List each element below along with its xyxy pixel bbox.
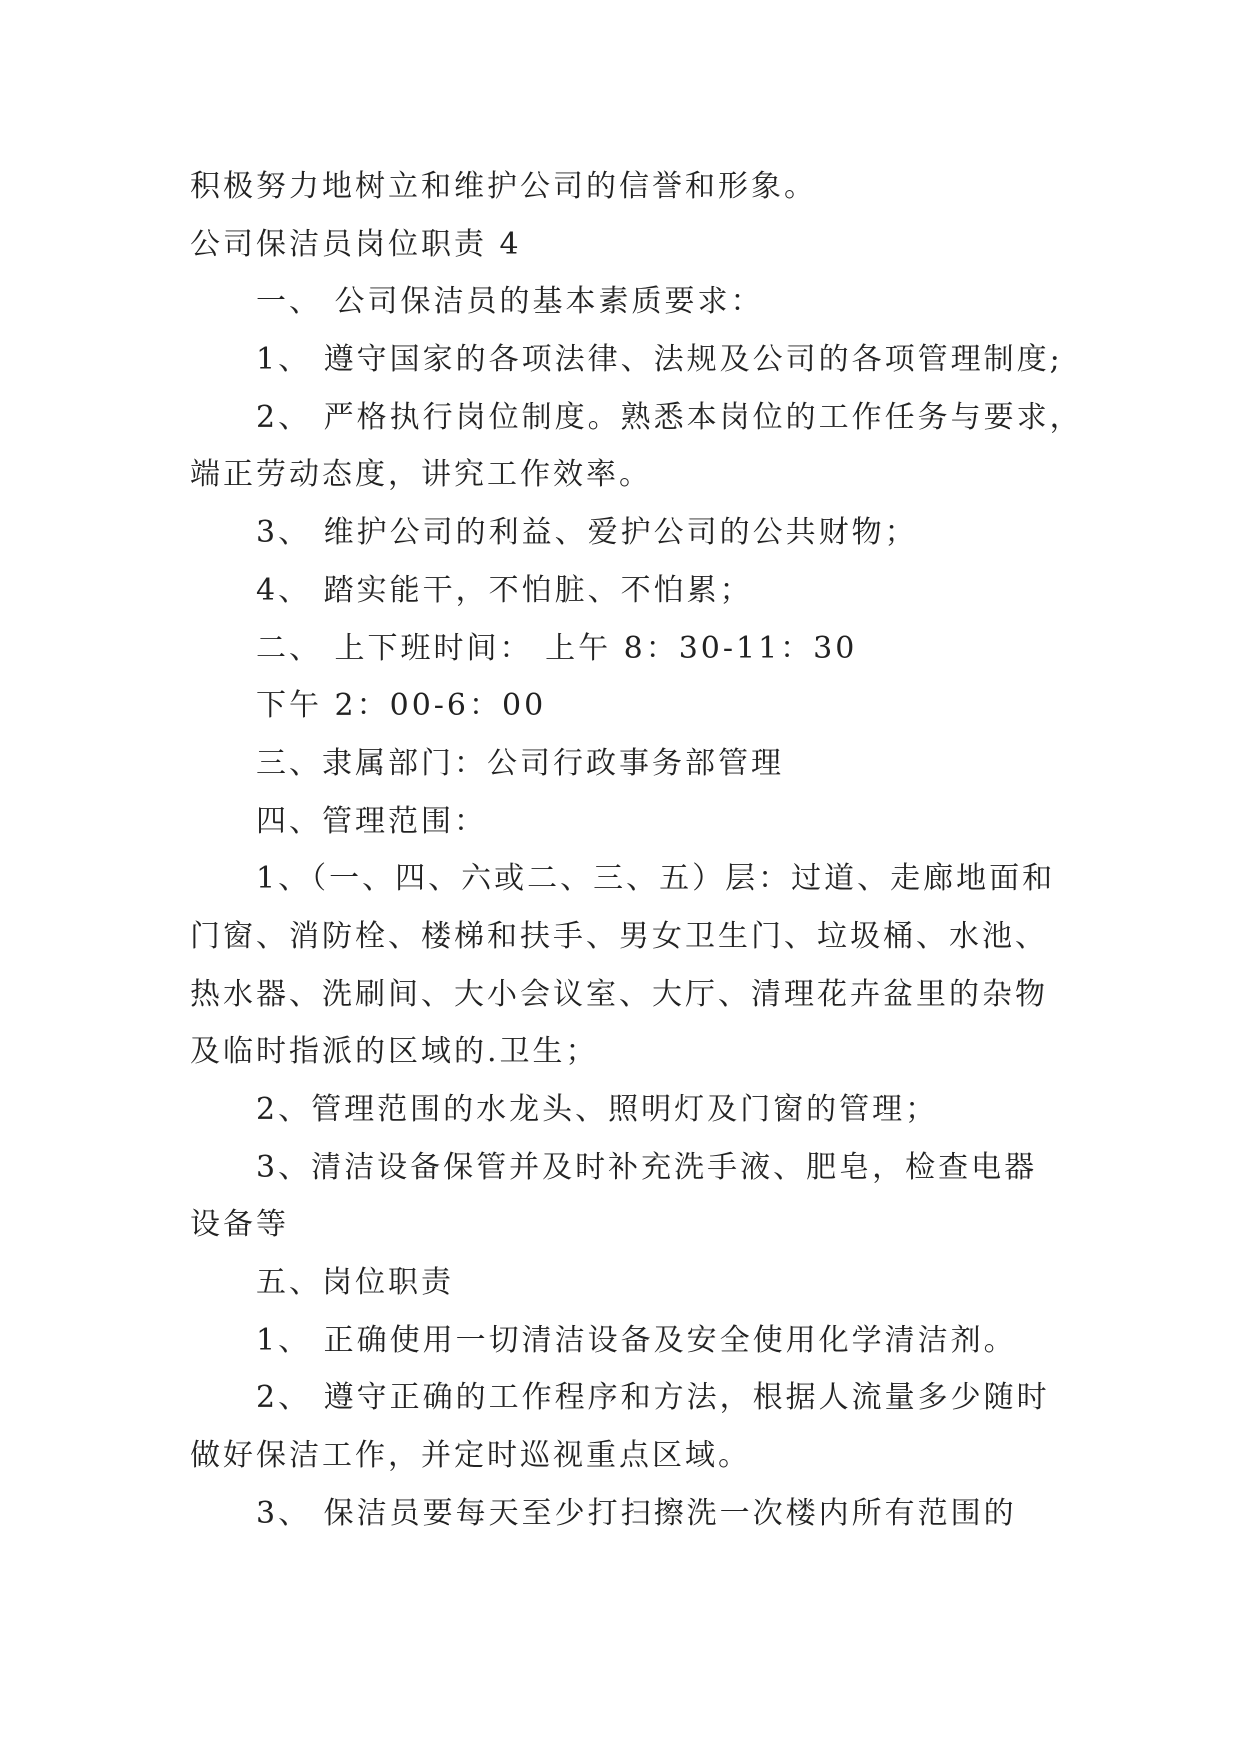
heading-3: 三、隶属部门：公司行政事务部管理: [256, 745, 784, 781]
text-line: 3、清洁设备保管并及时补充洗手液、肥皂，检查电器: [256, 1149, 1038, 1185]
text-line: 2、管理范围的水龙头、照明灯及门窗的管理；: [256, 1092, 939, 1127]
text-line: 做好保洁工作，并定时巡视重点区域。: [190, 1438, 751, 1474]
section-title: 公司保洁员岗位职责 4: [190, 226, 522, 262]
text-line: 4、 踏实能干，不怕脏、不怕累；: [256, 572, 753, 608]
text-line: 1、 遵守国家的各项法律、法规及公司的各项管理制度;: [256, 342, 1063, 378]
heading-1: 一、 公司保洁员的基本素质要求：: [256, 284, 764, 320]
text-line: 3、 保洁员要每天至少打扫擦洗一次楼内所有范围的: [256, 1495, 1017, 1531]
text-line: 设备等: [190, 1207, 289, 1243]
text-line: 3、 维护公司的利益、爱护公司的公共财物；: [256, 515, 918, 551]
document-body: [190, 158, 1083, 1543]
text-line: 2、 严格执行岗位制度。熟悉本岗位的工作任务与要求，: [256, 399, 1083, 435]
text-line: 下午 2：00-6：00: [256, 688, 547, 724]
heading-5: 五、岗位职责: [256, 1265, 454, 1301]
text-line: 及临时指派的区域的.卫生；: [190, 1034, 599, 1070]
text-line: 1、（一、四、六或二、三、五）层：过道、走廊地面和: [256, 861, 1056, 897]
heading-4: 四、管理范围：: [256, 803, 487, 839]
text-line: 端正劳动态度，讲究工作效率。: [190, 457, 652, 493]
text-line: 门窗、消防栓、楼梯和扶手、男女卫生门、垃圾桶、水池、: [190, 918, 1048, 954]
text-line: 热水器、洗刷间、大小会议室、大厅、清理花卉盆里的杂物: [190, 976, 1048, 1012]
text-line: 1、 正确使用一切清洁设备及安全使用化学清洁剂。: [256, 1322, 1017, 1358]
text-line: 积极努力地树立和维护公司的信誉和形象。: [190, 169, 817, 204]
heading-2: 二、 上下班时间： 上午 8：30-11：30: [256, 630, 858, 666]
text-line: 2、 遵守正确的工作程序和方法，根据人流量多少随时: [256, 1380, 1050, 1416]
